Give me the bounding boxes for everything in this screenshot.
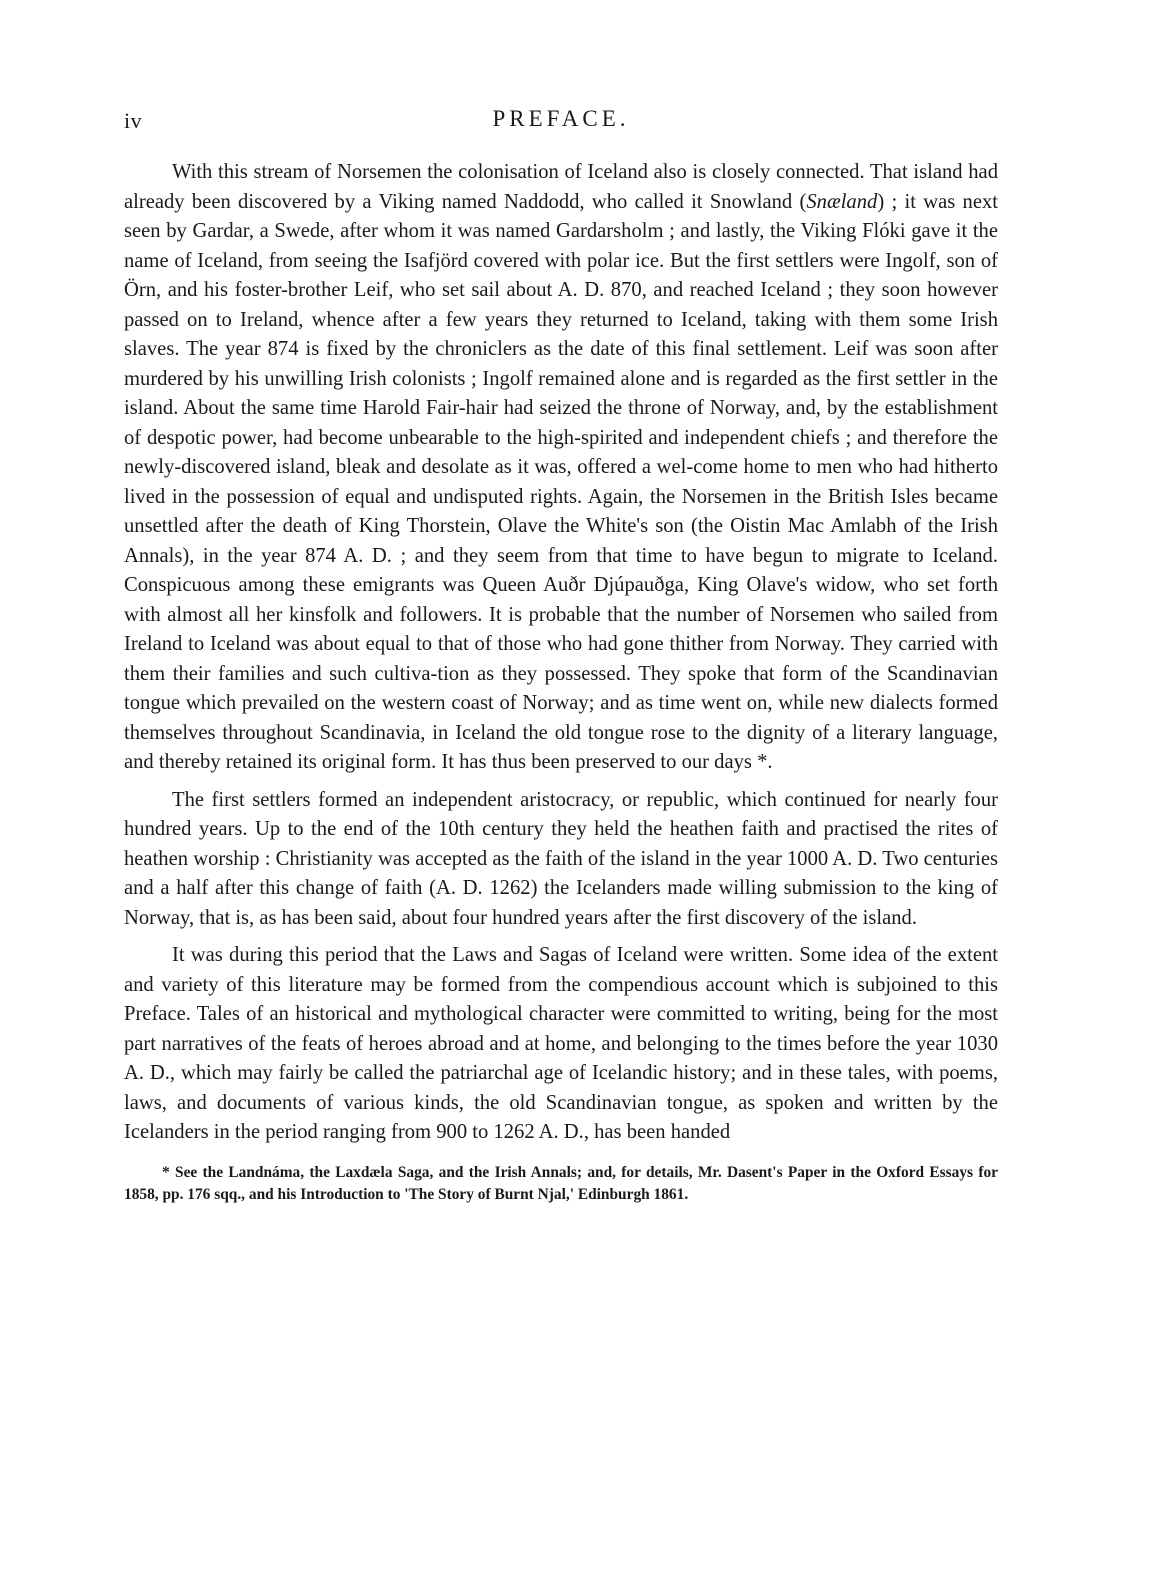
page-title: PREFACE. [492, 106, 630, 131]
running-head [124, 104, 998, 144]
book-page [124, 104, 998, 1564]
paragraph-1-text-before: With this stream of Norsemen the colonisation of Iceland also is closely connected. That island had already been discovered by a Viking named Naddodd, who called it Snowland ( [124, 161, 998, 213]
paragraph-2: The first settlers formed an independent aristocracy, or republic, which continued for nearly four hundred years. Up to the end of the 10th century they held the heathen faith and practised the rites of heathen worship : Christianity was accepted as the faith of the island in the year 1000 A. D. Two centuries and a half after this change of faith (A. D. 1262) the Icelanders made willing submission to the king of Norway, that is, as has been said, about four hundred years after the first discovery of the island. [124, 788, 998, 929]
paragraph-1-text-after: ) ; it was next seen by Gardar, a Swede, after whom it was named Gardarsholm ; and lastly, the Viking Flóki gave it the name of Iceland, from seeing the Isafjörd covered with polar ice. But the first settlers were Ingolf, son of Örn, and his foster-brother Leif, who set sail about A. D. 870, and reached Iceland ; they soon however passed on to Ireland, whence after a few years they returned to Iceland, taking with them some Irish slaves. The year 874 is fixed by the chroniclers as the date of this final settlement. Leif was soon after murdered by his unwilling Irish colonists ; Ingolf remained alone and is regarded as the first settler in the island. About the same time Harold Fair-hair had seized the throne of Norway, and, by the establishment of despotic power, had become unbearable to the high-spirited and independent chiefs ; and therefore the newly-discovered island, bleak and desolate as it was, offered a wel-come home to men who had hitherto lived in the possession of equal and undisputed rights. Again, the Norsemen in the British Isles became unsettled after the death of King Thorstein, Olave the White's son (the Oistin Mac Amlabh of the Irish Annals), in the year 874 A. D. ; and they seem from that time to have begun to migrate to Iceland. Conspicuous among these emigrants was Queen Auðr Djúpauðga, King Olave's widow, who set forth with almost all her kinsfolk and followers. It is probable that the number of Norsemen who sailed from Ireland to Iceland was about equal to that of those who had gone thither from Norway. They carried with them their families and such cultiva-tion as they possessed. They spoke that form of the Scandinavian tongue which prevailed on the western coast of Norway; and as time went on, while new dialects formed themselves throughout Scandinavia, in Iceland the old tongue rose to the dignity of a literary language, and thereby retained its original form. It has thus been preserved to our days *. [124, 190, 998, 773]
paragraph-1-italic-term: Snæland [806, 190, 878, 213]
paragraph-1 [124, 158, 998, 778]
paragraph-3: It was during this period that the Laws and Sagas of Iceland were written. Some idea of the extent and variety of this literature may be formed from the compendious account which is subjoined to this Preface. Tales of an historical and mythological character were committed to writing, being for the most part narratives of the feats of heroes abroad and at home, and belonging to the times before the year 1030 A. D., which may fairly be called the patriarchal age of Icelandic history; and in these tales, with poems, laws, and documents of various kinds, the old Scandinavian tongue, as spoken and written by the Icelanders in the period ranging from 900 to 1262 A. D., has been handed [124, 944, 998, 1143]
page-number: iv [124, 108, 143, 133]
footnote: * See the Landnáma, the Laxdæla Saga, and the Irish Annals; and, for details, Mr. Dasent's Paper in the Oxford Essays for 1858, pp. 176 sqq., and his Introduction to 'The Story of Burnt Njal,' Edinburgh 1861. [124, 1163, 998, 1203]
body-text [124, 158, 998, 1148]
